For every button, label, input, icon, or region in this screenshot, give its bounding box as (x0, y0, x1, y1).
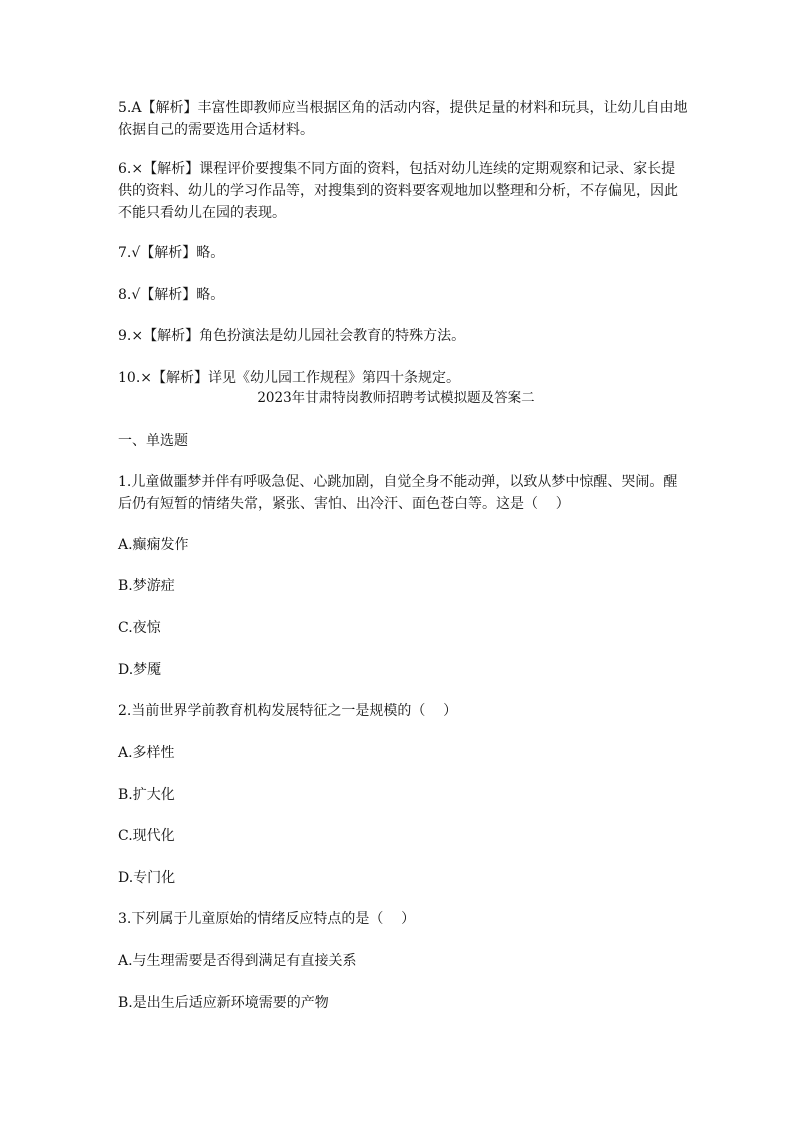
question-2-stem: 2.当前世界学前教育机构发展特征之一是规模的（ ） (118, 703, 458, 719)
exam-title: 2023年甘肃特岗教师招聘考试模拟题及答案二 (257, 390, 535, 406)
question-3-stem: 3.下列属于儿童原始的情绪反应特点的是（ ） (118, 911, 416, 927)
answer-5: 5.A【解析】丰富性即教师应当根据区角的活动内容，提供足量的材料和玩具，让幼儿自由地依据自己的需要选用合适材料。 (118, 100, 688, 138)
question-3-option-b: B.是出生后适应新环境需要的产物 (118, 995, 329, 1011)
question-2-option-c: C.现代化 (118, 828, 175, 844)
section-heading: 一、单选题 (118, 433, 188, 449)
answer-8: 8.√【解析】略。 (118, 287, 225, 303)
question-3-option-a: A.与生理需要是否得到满足有直接关系 (118, 953, 357, 969)
answer-9: 9.×【解析】角色扮演法是幼儿园社会教育的特殊方法。 (118, 328, 466, 344)
question-1-option-b: B.梦游症 (118, 578, 175, 594)
question-1-option-a: A.癫痫发作 (118, 537, 189, 553)
question-2-option-d: D.专门化 (118, 870, 176, 886)
answer-7: 7.√【解析】略。 (118, 245, 225, 261)
question-1-option-d: D.梦魇 (118, 662, 162, 678)
question-2-option-a: A.多样性 (118, 745, 175, 761)
question-1-option-c: C.夜惊 (118, 620, 161, 636)
question-1-stem: 1.儿童做噩梦并伴有呼吸急促、心跳加剧，自觉全身不能动弹，以致从梦中惊醒、哭闹。醒后仍有短暂的情绪失常，紧张、害怕、出冷汗、面色苍白等。这是（ ） (118, 474, 678, 512)
answer-6: 6.×【解析】课程评价要搜集不同方面的资料，包括对幼儿连续的定期观察和记录、家长提供的资料、幼儿的学习作品等，对搜集到的资料要客观地加以整理和分析，不存偏见，因此不能只看幼儿在园的表现。 (118, 161, 678, 221)
answer-10: 10.×【解析】详见《幼儿园工作规程》第四十条规定。 (118, 370, 460, 386)
question-2-option-b: B.扩大化 (118, 787, 175, 803)
